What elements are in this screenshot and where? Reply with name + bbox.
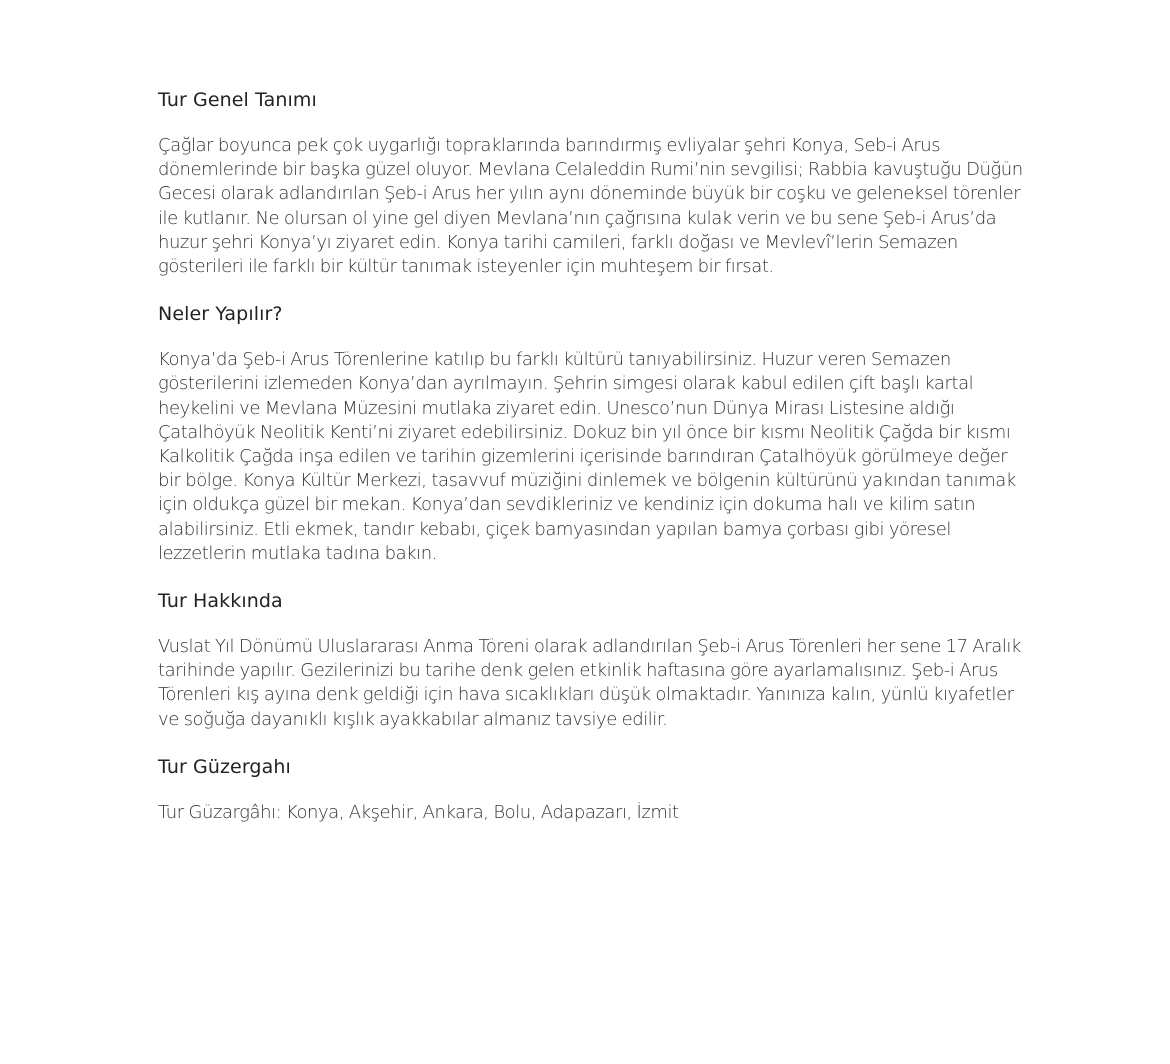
section-about-tour: [158, 587, 1034, 732]
section-title-activities: Neler Yapılır?: [158, 303, 283, 326]
section-activities: [158, 300, 1034, 566]
section-text-route: Tur Güzargâhı: Konya, Akşehir, Ankara, Bolu, Adapazarı, İzmit: [158, 801, 679, 823]
section-title-overview: Tur Genel Tanımı: [158, 89, 317, 111]
section-title-route: Tur Güzergahı: [158, 755, 291, 778]
section-text-overview: Çağlar boyunca pek çok uygarlığı topraklarında barındırmış evliyalar şehri Konya, Seb-i Arus dönemlerinde bir başka güzel oluyor. Mevlana Celaleddin Rumi’nin sevgilisi; Rabbia kavuştuğu Düğün Gecesi olarak adlandırılan Şeb-i Arus her yılın aynı döneminde büyük bir coşku ve geleneksel törenler ile kutlanır. Ne olursan ol yine gel diyen Mevlana’nın çağrısına kulak verin ve bu sene Şeb-i Arus’da huzur şehri Konya’yı ziyaret edin. Konya tarihi camileri, farklı doğası ve Mevlevî’lerin Semazen gösterileri ile farklı bir kültür tanımak isteyenler için muhteşem bir fırsat.: [158, 135, 1023, 278]
tour-description: [158, 86, 1034, 845]
section-text-activities: Konya’da Şeb-i Arus Törenlerine katılıp bu farklı kültürü tanıyabilirsiniz. Huzur veren Semazen gösterilerini izlemeden Konya’dan ayrılmayın. Şehrin simgesi olarak kabul edilen çift başlı kartal heykelini ve Mevlana Müzesini mutlaka ziyaret edin. Unesco’nun Dünya Mirası Listesine aldığı Çatalhöyük Neolitik Kenti’ni ziyaret edebilirsiniz. Dokuz bin yıl önce bir kısmı Neolitik Çağda bir kısmı Kalkolitik Çağda inşa edilen ve tarihin gizemlerini içerisinde barındıran Çatalhöyük görülmeye değer bir bölge. Konya Kültür Merkezi, tasavvuf müziğini dinlemek ve bölgenin kültürünü yakından tanımak için oldukça güzel bir mekan. Konya’dan sevdikleriniz ve kendiniz için dokuma halı ve kilim satın alabilirsiniz. Etli ekmek, tandır kebabı, çiçek bamyasından yapılan bamya çorbası gibi yöresel lezzetlerin mutlaka tadına bakın.: [158, 349, 1016, 564]
section-text-about-tour: Vuslat Yıl Dönümü Uluslararası Anma Töreni olarak adlandırılan Şeb-i Arus Törenleri her sene 17 Aralık tarihinde yapılır. Gezilerinizi bu tarihe denk gelen etkinlik haftasına göre ayarlamalısınız. Şeb-i Arus Törenleri kış ayına denk geldiği için hava sıcaklıkları düşük olmaktadır. Yanınıza kalın, yünlü kıyafetler ve soğuğa dayanıklı kışlık ayakkabılar almanız tavsiye edilir.: [158, 636, 1021, 730]
section-title-about-tour: Tur Hakkında: [158, 590, 283, 613]
section-overview: [158, 86, 1034, 279]
section-route: [158, 753, 1034, 825]
